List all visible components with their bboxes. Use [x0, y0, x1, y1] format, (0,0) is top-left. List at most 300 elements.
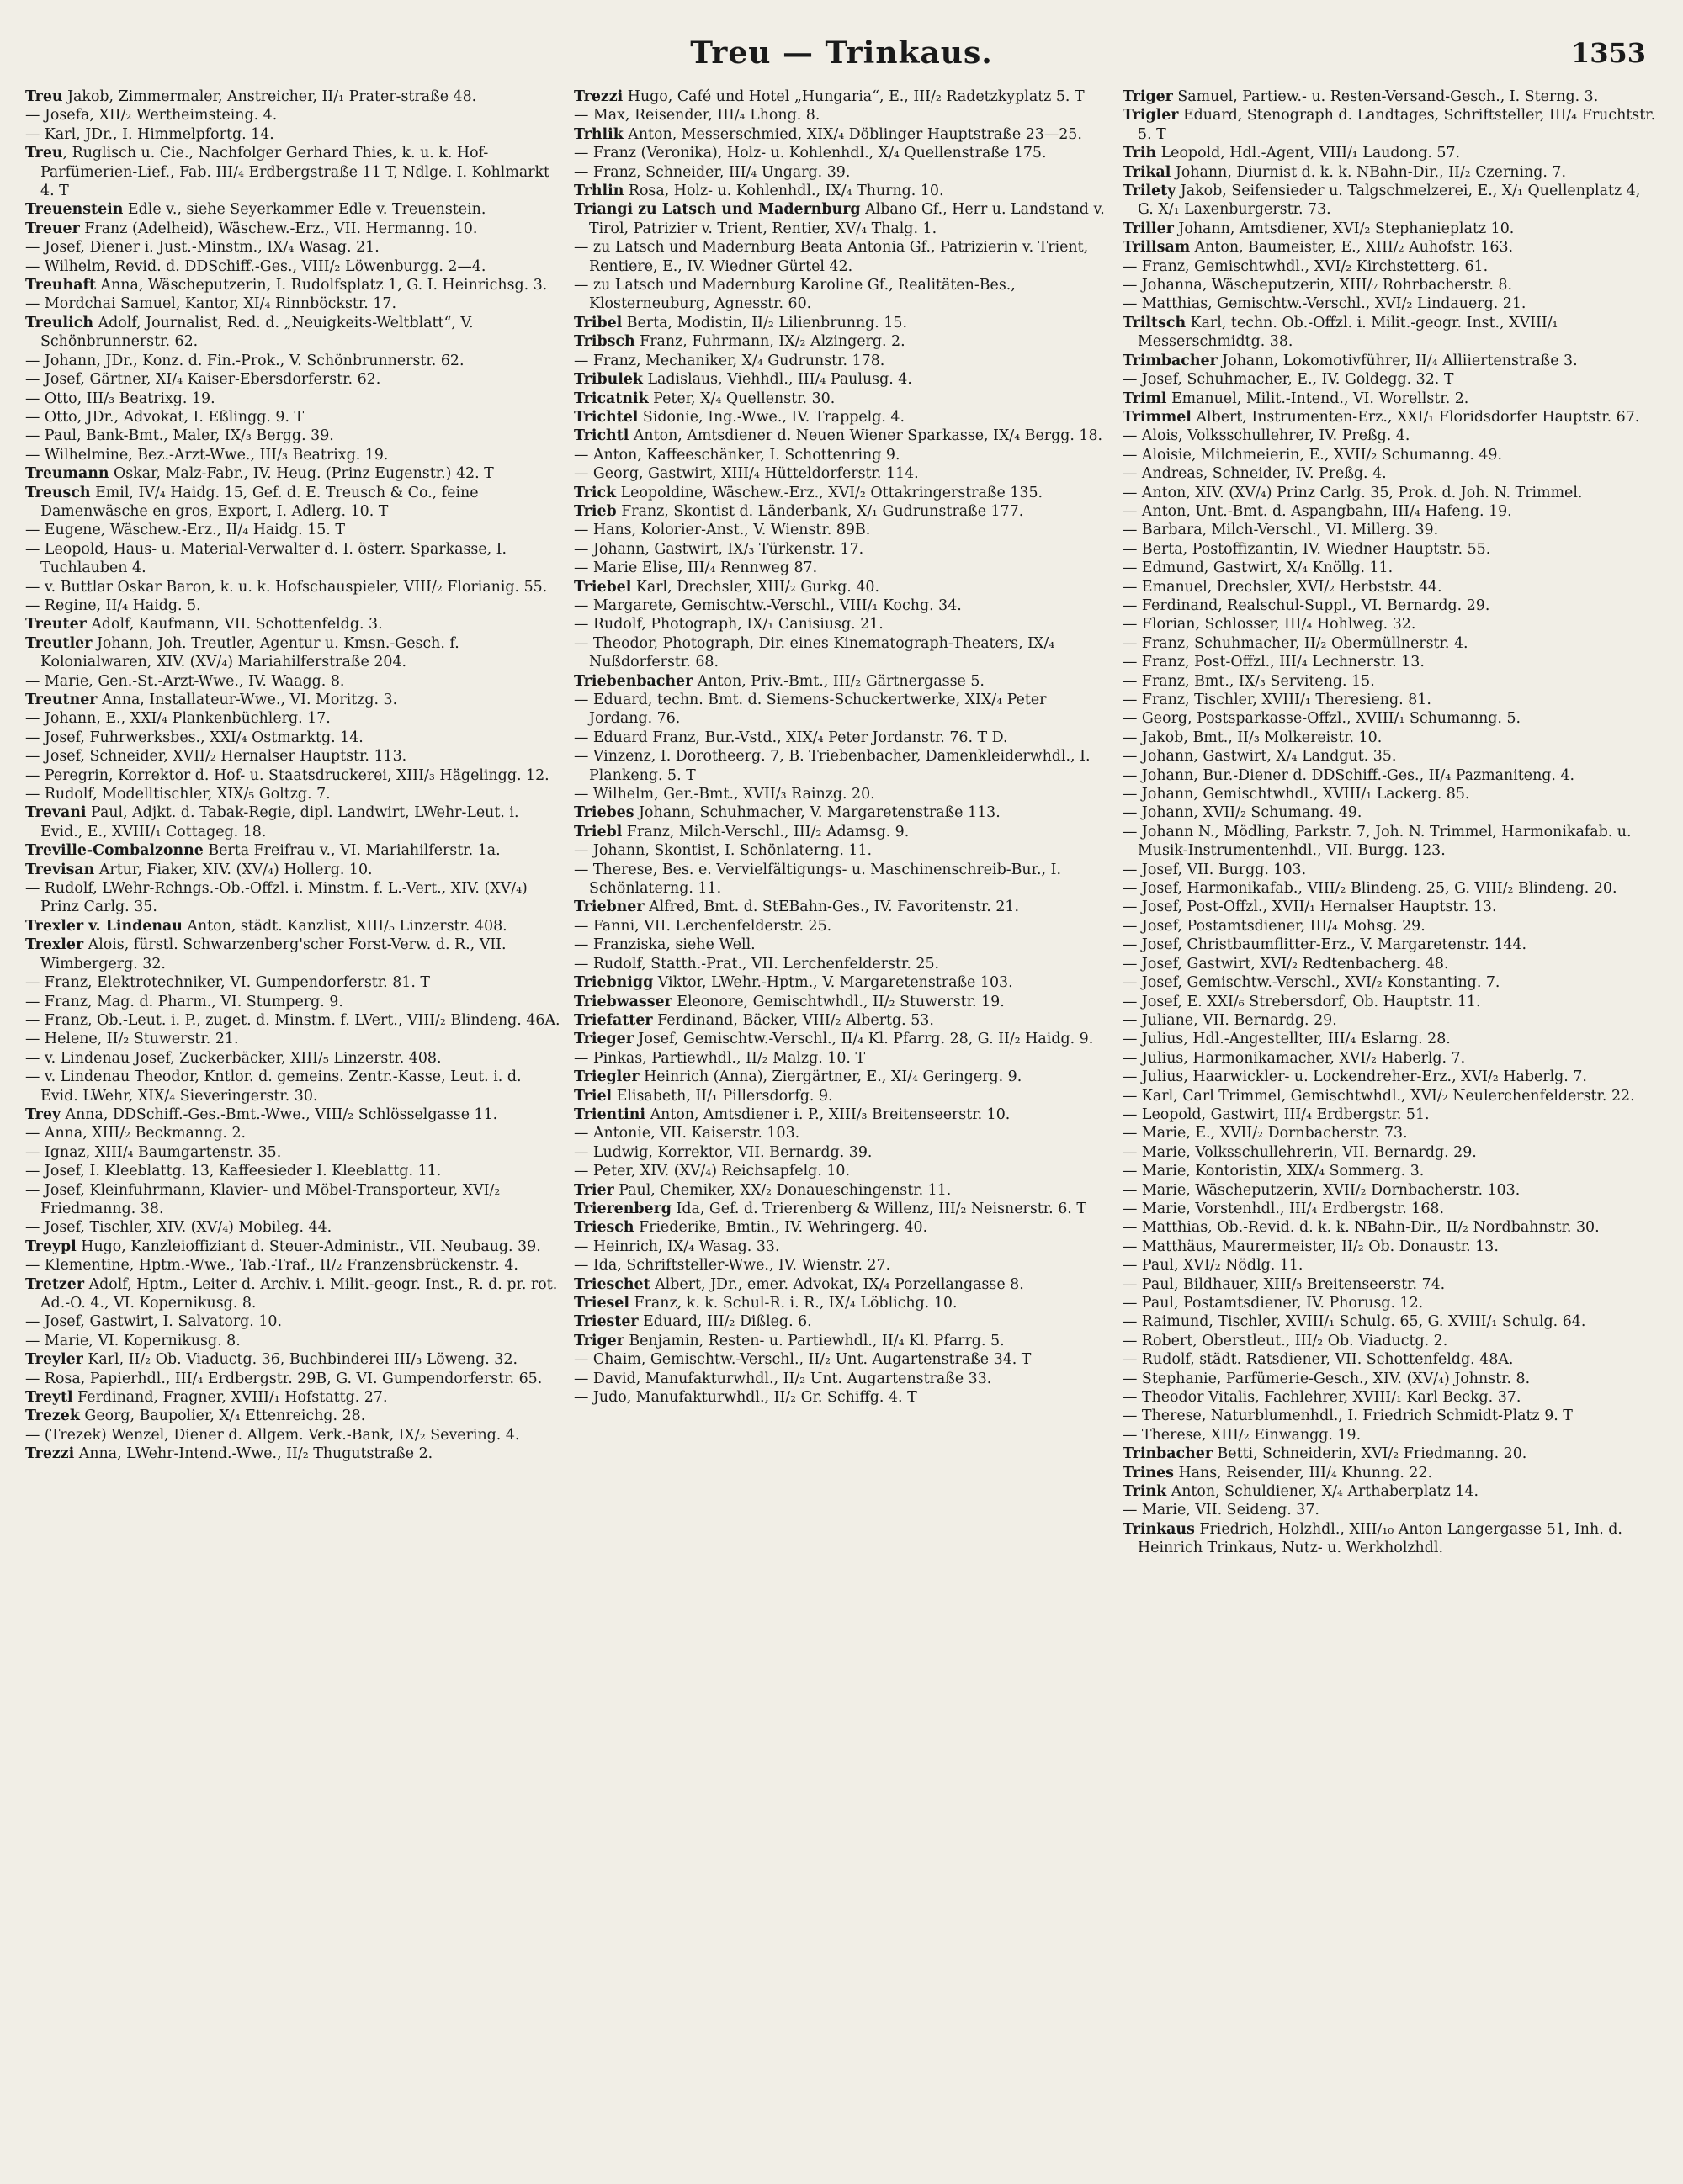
- entry-name: Treuer: [25, 220, 80, 237]
- entry-details: , Tischler, XVIII/₁ Theresieng. 81.: [1185, 692, 1431, 708]
- entry-name: — Josef: [25, 1313, 81, 1331]
- entry-name: Trih: [1123, 145, 1157, 162]
- entry-details: Johann, Joh. Treutler, Agentur u. Kmsn.-Gesch. f. Kolonialwaren, XIV. (XV/₄) Mariahilferstraße 204.: [40, 634, 459, 671]
- entry-details: Josef, Gemischtw.-Verschl., II/₄ Kl. Pfarrg. 28, G. II/₂ Haidg. 9.: [633, 1031, 1094, 1048]
- directory-entry: [25, 1332, 560, 1350]
- entry-details: , Maurermeister, II/₂ Ob. Donaustr. 13.: [1212, 1238, 1499, 1255]
- entry-name: — Julius: [1123, 1049, 1184, 1067]
- entry-details: Ladislaus, Viehhdl., III/₄ Paulusg. 4.: [642, 371, 912, 389]
- entry-name: — Klementine: [25, 1257, 130, 1275]
- directory-entry: [25, 917, 560, 936]
- directory-entry: [1123, 993, 1658, 1011]
- entry-name: — Josef: [1123, 917, 1178, 935]
- directory-entry: [1123, 1068, 1658, 1086]
- entry-name: — Pinkas: [574, 1049, 643, 1067]
- entry-details: , E., XVII/₂ Dornbacherstr. 73.: [1186, 1125, 1408, 1142]
- directory-entry: [25, 1030, 560, 1048]
- entry-name: Triller: [1123, 220, 1174, 237]
- entry-details: , städt. Ratsdiener, VII. Schottenfeldg. 48A.: [1190, 1351, 1514, 1369]
- directory-entry: [1123, 672, 1658, 691]
- entry-details: , Wäscheputzerin, XVII/₂ Dornbacherstr. 103.: [1186, 1181, 1521, 1199]
- directory-entry: [1123, 1350, 1658, 1369]
- entry-name: — Paul: [1123, 1275, 1174, 1293]
- entry-details: , Korrektor d. Hof- u. Staatsdruckerei, XIII/₃ Hägelingg. 12.: [108, 766, 549, 784]
- entry-name: — Eduard: [574, 692, 648, 708]
- entry-name: — Ferdinand: [1123, 596, 1218, 614]
- entry-name: — Barbara: [1123, 522, 1203, 539]
- entry-name: — Vinzenz: [574, 748, 651, 766]
- entry-details: Anton, Baumeister, E., XIII/₂ Auhofstr. 163.: [1190, 239, 1514, 257]
- directory-entry: [25, 747, 560, 766]
- entry-name: — Paul: [1123, 1295, 1174, 1312]
- entry-name: — Franz: [1123, 257, 1186, 275]
- directory-entry: [574, 1068, 1109, 1086]
- entry-name: — Johann: [25, 352, 97, 369]
- column-middle: [574, 87, 1109, 2165]
- entry-name: Triel: [574, 1087, 613, 1105]
- directory-entry: [1123, 747, 1658, 766]
- entry-name: Trezek: [25, 1407, 80, 1425]
- entry-name: Trimmel: [1123, 408, 1192, 426]
- directory-entry: [574, 1181, 1109, 1200]
- entry-details: , Postsparkasse-Offzl., XVIII/₁ Schumanng. 5.: [1187, 710, 1521, 728]
- directory-entry: [25, 1256, 560, 1275]
- directory-entry: [574, 238, 1109, 276]
- entry-details: Jakob, Seifensieder u. Talgschmelzerei, E., X/₁ Quellenplatz 4, G. X/₁ Laxenburgerstr. 73.: [1138, 183, 1641, 219]
- entry-name: Triltsch: [1123, 314, 1187, 331]
- entry-details: , Ob.-Leut. i. P., zuget. d. Minstm. f. LVert., VIII/₂ Blindeng. 46A.: [88, 1011, 560, 1029]
- entry-name: — Matthäus: [1123, 1238, 1213, 1255]
- directory-entry: [1123, 898, 1658, 916]
- entry-details: Anton, Messerschmied, XIX/₄ Döblinger Hauptstraße 23—25.: [623, 125, 1082, 143]
- directory-entry: [1123, 936, 1658, 954]
- entry-details: Anna, Installateur-Wwe., VI. Moritzg. 3.: [97, 692, 398, 708]
- entry-details: Franz (Adelheid), Wäschew.-Erz., VII. Hermanng. 10.: [79, 220, 478, 237]
- entry-details: , siehe Well.: [666, 936, 756, 954]
- directory-entry: [1123, 615, 1658, 633]
- directory-entry: [25, 615, 560, 633]
- entry-details: , VII. Seideng. 37.: [1186, 1502, 1319, 1519]
- entry-details: Albert, Instrumenten-Erz., XXI/₁ Floridsdorfer Hauptstr. 67.: [1191, 408, 1640, 426]
- directory-entry: [1123, 559, 1658, 577]
- entry-name: Trhlin: [574, 183, 624, 200]
- directory-entry: [1123, 390, 1658, 408]
- directory-entry: [25, 1181, 560, 1219]
- directory-entry: [25, 294, 560, 313]
- directory-entry: [574, 427, 1109, 445]
- entry-name: — Eduard Franz: [574, 729, 696, 746]
- entry-name: — Johann: [1123, 766, 1194, 784]
- entry-details: , Wäschew.-Erz., II/₄ Haidg. 15. T: [100, 522, 345, 539]
- entry-details: , Gemischtwhdl., XVI/₂ Kirchstetterg. 61.: [1185, 257, 1489, 275]
- entry-name: Tretzer: [25, 1275, 85, 1293]
- entry-details: , Schuhmacher, E., IV. Goldegg. 32. T: [1177, 371, 1454, 389]
- entry-name: Triefatter: [574, 1011, 653, 1029]
- entry-name: — Franz: [1123, 672, 1186, 690]
- entry-details: , Schlosser, III/₄ Hohlweg. 32.: [1195, 616, 1416, 633]
- entry-name: — Josef: [25, 748, 81, 766]
- entry-details: , Realschul-Suppl., VI. Bernardg. 29.: [1218, 596, 1490, 614]
- entry-name: Trinkaus: [1123, 1520, 1195, 1538]
- directory-entry: [1123, 106, 1658, 144]
- entry-details: , Gen.-St.-Arzt-Wwe., IV. Waagg. 8.: [88, 672, 345, 690]
- directory-entry: [574, 578, 1109, 596]
- entry-details: Betti, Schneiderin, XVI/₂ Friedmanng. 20.: [1212, 1445, 1527, 1463]
- directory-entry: [1123, 973, 1658, 992]
- entry-details: , Skontist, I. Schönlaterng. 11.: [645, 842, 873, 860]
- entry-name: Trimbacher: [1123, 352, 1218, 369]
- entry-details: , Gastwirt, IX/₃ Türkenstr. 17.: [645, 540, 864, 558]
- entry-name: — Peter: [574, 1163, 631, 1180]
- directory-entry: [574, 729, 1109, 747]
- entry-name: Trierenberg: [574, 1200, 672, 1217]
- entry-name: Treusch: [25, 484, 91, 501]
- entry-details: , Gemischtw.-Verschl., XVI/₂ Konstanting. 7.: [1177, 974, 1500, 992]
- entry-name: — Josef: [25, 371, 81, 389]
- entry-name: — Josef: [1123, 861, 1178, 878]
- entry-details: , Gastwirt, X/₄ Knöllg. 11.: [1203, 559, 1394, 577]
- directory-entry: [1123, 634, 1658, 653]
- entry-name: — Johann: [1123, 786, 1194, 803]
- entry-details: , I. Kleeblattg. 13, Kaffeesieder I. Kleeblattg. 11.: [80, 1163, 442, 1180]
- directory-entry: [25, 464, 560, 483]
- entry-name: — Wilhelmine: [25, 446, 129, 464]
- entry-details: , Post-Offzl., XVII/₁ Hernalser Hauptstr. 13.: [1177, 899, 1497, 916]
- directory-entry: [1123, 1407, 1658, 1425]
- running-head: [0, 35, 1683, 77]
- entry-name: Triegler: [574, 1068, 640, 1086]
- entry-name: — Emanuel: [1123, 578, 1208, 596]
- entry-details: , Christbaumflitter-Erz., V. Margaretenstr. 144.: [1177, 936, 1527, 954]
- entry-details: , Bes. e. Vervielfältigungs- u. Maschinenschreib-Bur., I. Schönlaterng. 11.: [589, 861, 1061, 898]
- entry-name: Tribsch: [574, 333, 635, 351]
- entry-name: — Jakob: [1123, 729, 1184, 746]
- entry-name: — Ida: [574, 1257, 618, 1275]
- entry-details: , Carl Trimmel, Gemischtwhdl., XVI/₂ Neulerchenfelderstr. 22.: [1173, 1087, 1635, 1105]
- entry-name: — Leopold: [1123, 1105, 1202, 1123]
- directory-entry: [25, 578, 560, 596]
- entry-details: Johann, Diurnist d. k. k. NBahn-Dir., II/₂ Czerning. 7.: [1171, 163, 1567, 181]
- entry-details: , XIII/₂ Einwangg. 19.: [1201, 1426, 1362, 1444]
- entry-name: — Josef: [25, 1163, 81, 1180]
- entry-name: — Rudolf: [25, 880, 93, 898]
- entry-name: — Theodor: [574, 634, 654, 652]
- entry-name: — Johann: [1123, 804, 1194, 822]
- entry-details: , Postoffizantin, IV. Wiedner Hauptstr. 55.: [1182, 540, 1491, 558]
- directory-entry: [1123, 1181, 1658, 1200]
- directory-entry: [25, 427, 560, 445]
- entry-name: Treville-Combalzonne: [25, 842, 204, 860]
- entry-details: , JDr., Konz. d. Fin.-Prok., V. Schönbrunnerstr. 62.: [96, 352, 465, 369]
- entry-details: Eduard, III/₂ Dißleg. 6.: [638, 1313, 812, 1331]
- entry-details: , Gemischtw.-Verschl., II/₂ Unt. Augartenstraße 34. T: [640, 1351, 1032, 1369]
- entry-name: — Josef: [1123, 899, 1178, 916]
- entry-name: — Antonie: [574, 1125, 651, 1142]
- entry-name: — Marie: [1123, 1125, 1187, 1142]
- entry-name: — Josef: [25, 729, 81, 746]
- entry-details: Hugo, Café und Hotel „Hungaria“, E., III/₂ Radetzkyplatz 5. T: [623, 88, 1085, 105]
- entry-name: Treuhaft: [25, 277, 96, 294]
- directory-entry: [1123, 1464, 1658, 1482]
- directory-entry: [1123, 596, 1658, 615]
- entry-details: Emanuel, Milit.-Intend., VI. Worellstr. 2.: [1166, 390, 1469, 407]
- directory-entry: [574, 917, 1109, 936]
- entry-details: , Papierhdl., III/₄ Erdbergstr. 29B, G. VI. Gumpendorferstr. 65.: [80, 1370, 543, 1387]
- entry-details: , Gemischtw.-Verschl., VIII/₁ Kochg. 34.: [672, 596, 962, 614]
- directory-entry: [1123, 294, 1658, 313]
- entry-details: , JDr., Advokat, I. Eßlingg. 9. T: [77, 408, 305, 426]
- directory-entry: [1123, 1332, 1658, 1350]
- entry-name: Trier: [574, 1181, 614, 1199]
- directory-entry: [574, 596, 1109, 615]
- entry-name: — Otto: [25, 408, 77, 426]
- directory-entry: [25, 1350, 560, 1369]
- entry-name: — Georg: [1123, 710, 1188, 728]
- entry-name: — Peregrin: [25, 766, 109, 784]
- entry-name: Trick: [574, 484, 617, 501]
- entry-details: , Bez.-Arzt-Wwe., III/₃ Beatrixg. 19.: [128, 446, 389, 464]
- directory-entry: [25, 1407, 560, 1425]
- entry-name: — Leopold: [25, 540, 104, 558]
- entry-details: Rosa, Holz- u. Kohlenhdl., IX/₄ Thurng. 10.: [624, 183, 944, 200]
- entry-name: — Johann: [574, 540, 645, 558]
- directory-entry: [1123, 1275, 1658, 1294]
- directory-entry: [25, 1388, 560, 1407]
- entry-name: Treytl: [25, 1389, 73, 1407]
- entry-name: — Johann: [25, 710, 97, 728]
- directory-entry: [574, 1350, 1109, 1369]
- entry-details: Ferdinand, Fragner, XVIII/₁ Hofstattg. 27.: [72, 1389, 388, 1407]
- directory-entry: [1123, 1030, 1658, 1048]
- entry-details: , XIV. (XV/₄) Prinz Carlg. 35, Prok. d. Joh. N. Trimmel.: [1186, 484, 1583, 501]
- directory-entry: [574, 1200, 1109, 1218]
- directory-entry: [1123, 729, 1658, 747]
- entry-name: — Franz: [574, 163, 637, 181]
- directory-entry: [1123, 1124, 1658, 1142]
- entry-name: — Fanni: [574, 917, 635, 935]
- directory-entry: [1123, 1105, 1658, 1124]
- entry-name: — Franz: [25, 974, 88, 992]
- directory-entry: [25, 276, 560, 294]
- directory-entry: [574, 408, 1109, 427]
- directory-entry: [574, 1294, 1109, 1312]
- directory-entry: [25, 973, 560, 992]
- entry-name: — Aloisie: [1123, 446, 1192, 464]
- entry-details: Franz, Fuhrmann, IX/₂ Alzingerg. 2.: [634, 333, 905, 351]
- entry-details: , Postamtsdiener, IV. Phorusg. 12.: [1173, 1295, 1424, 1312]
- directory-entry: [574, 144, 1109, 162]
- entry-details: Adolf, Kaufmann, VII. Schottenfeldg. 3.: [86, 616, 383, 633]
- entry-name: — Anna: [25, 1125, 83, 1142]
- entry-name: Treumann: [25, 465, 109, 483]
- entry-name: — Marie: [1123, 1143, 1187, 1161]
- entry-details: , Naturblumenhdl., I. Friedrich Schmidt-Platz 9. T: [1201, 1407, 1573, 1425]
- directory-entry: [25, 803, 560, 841]
- directory-entry: [25, 634, 560, 672]
- entry-name: — Josef: [1123, 936, 1178, 954]
- entry-name: — Margarete: [574, 596, 672, 614]
- directory-entry: [1123, 1087, 1658, 1105]
- directory-entry: [574, 464, 1109, 483]
- directory-entry: [574, 973, 1109, 992]
- entry-details: , XVI/₂ Nödlg. 11.: [1173, 1257, 1303, 1275]
- entry-name: — Therese: [1123, 1407, 1202, 1425]
- entry-details: Franz, k. k. Schul-R. i. R., IX/₄ Löblichg. 10.: [629, 1295, 958, 1312]
- directory-entry: [574, 182, 1109, 200]
- entry-name: — Robert: [1123, 1332, 1193, 1349]
- entry-details: Benjamin, Resten- u. Partiewhdl., II/₄ Kl. Pfarrg. 5.: [624, 1332, 1005, 1349]
- directory-entry: [574, 634, 1109, 672]
- entry-name: — Marie: [1123, 1502, 1187, 1519]
- entry-details: Anton, städt. Kanzlist, XIII/₅ Linzerstr. 408.: [182, 917, 507, 935]
- directory-entry: [1123, 785, 1658, 803]
- directory-entry: [1123, 1388, 1658, 1407]
- directory-entry: [25, 408, 560, 427]
- entry-name: — Karl: [25, 125, 77, 143]
- entry-details: , Reisender, III/₄ Lhong. 8.: [624, 107, 820, 125]
- entry-details: Friedrich, Holzhdl., XIII/₁₀ Anton Langergasse 51, Inh. d. Heinrich Trinkaus, Nutz- u. Werkholzhdl.: [1138, 1520, 1622, 1557]
- entry-details: Jakob, Zimmermaler, Anstreicher, II/₁ Prater-straße 48.: [62, 88, 477, 105]
- entry-name: Triebel: [574, 578, 632, 596]
- directory-entry: [1123, 484, 1658, 502]
- directory-entry: [25, 484, 560, 522]
- entry-details: , Bmt., II/₃ Molkereistr. 10.: [1183, 729, 1383, 746]
- entry-name: Treutler: [25, 634, 93, 652]
- directory-entry: [25, 370, 560, 389]
- directory-entry: [1123, 182, 1658, 220]
- entry-name: — Helene: [25, 1031, 98, 1048]
- directory-entry: [574, 785, 1109, 803]
- entry-details: Karl, techn. Ob.-Offzl. i. Milit.-geogr. Inst., XVIII/₁ Messerschmidtg. 38.: [1138, 314, 1558, 351]
- directory-entry: [1123, 1370, 1658, 1388]
- entry-name: — Otto: [25, 390, 77, 407]
- entry-name: — Hans: [574, 522, 632, 539]
- entry-name: — Berta: [1123, 540, 1183, 558]
- entry-details: , Gastwirt, XVI/₂ Redtenbacherg. 48.: [1177, 955, 1449, 973]
- directory-entry: [574, 1011, 1109, 1030]
- page-title: Treu — Trinkaus.: [690, 35, 993, 71]
- entry-details: Viktor, LWehr.-Hptm., V. Margaretenstraße 103.: [653, 974, 1013, 992]
- entry-details: , Bildhauer, XIII/₃ Breitenseerstr. 74.: [1173, 1275, 1446, 1293]
- directory-entry: [25, 1445, 560, 1463]
- directory-entry: [25, 1238, 560, 1256]
- directory-entry: [25, 1049, 560, 1068]
- entry-name: Triml: [1123, 390, 1167, 407]
- entry-details: Wenzel, Diener d. Allgem. Verk.-Bank, IX/₂ Severing. 4.: [106, 1426, 520, 1444]
- entry-name: — Mordchai Samuel: [25, 295, 176, 313]
- entry-name: — Rudolf: [1123, 1351, 1191, 1369]
- entry-name: Trexler v. Lindenau: [25, 917, 183, 935]
- directory-entry: [1123, 540, 1658, 559]
- directory-entry: [574, 861, 1109, 899]
- entry-details: , Fuhrwerksbes., XXI/₄ Ostmarktg. 14.: [80, 729, 364, 746]
- directory-entry: [25, 841, 560, 860]
- entry-details: Ferdinand, Bäcker, VIII/₂ Albertg. 53.: [652, 1011, 934, 1029]
- entry-details: , II/₄ Haidg. 5.: [96, 596, 201, 614]
- directory-entry: [1123, 427, 1658, 445]
- directory-entry: [574, 1332, 1109, 1350]
- entry-details: Artur, Fiaker, XIV. (XV/₄) Hollerg. 10.: [94, 861, 373, 878]
- directory-entry: [574, 106, 1109, 125]
- entry-name: — Marie: [1123, 1181, 1187, 1199]
- entry-name: Trey: [25, 1105, 61, 1123]
- entry-name: — v. Lindenau: [25, 1049, 130, 1067]
- directory-entry: [574, 955, 1109, 973]
- entry-details: , Fachlehrer, XVIII/₁ Karl Beckg. 37.: [1255, 1389, 1521, 1407]
- directory-entry: [1123, 1256, 1658, 1275]
- directory-entry: [25, 125, 560, 144]
- directory-entry: [1123, 803, 1658, 822]
- directory-entry: [1123, 879, 1658, 898]
- entry-details: , Holz- u. Kohlenhdl., X/₄ Quellenstraße 175.: [717, 145, 1047, 162]
- entry-name: Treuenstein: [25, 201, 124, 219]
- entry-name: — Ludwig: [574, 1143, 649, 1161]
- directory-entry: [25, 729, 560, 747]
- entry-details: Paul, Adjkt. d. Tabak-Regie, dipl. Landwirt, LWehr-Leut. i. Evid., E., XVIII/₁ Cottageg. 18.: [40, 804, 519, 840]
- entry-details: , Bank-Bmt., Maler, IX/₃ Bergg. 39.: [76, 427, 334, 445]
- entry-name: — Josefa: [25, 107, 90, 125]
- entry-details: , Oberstleut., III/₂ Ob. Viaductg. 2.: [1192, 1332, 1448, 1349]
- directory-entry: [25, 1275, 560, 1313]
- entry-details: Johann, Amtsdiener, XVI/₂ Stephanieplatz 10.: [1173, 220, 1515, 237]
- entry-name: — Matthias: [1123, 1219, 1208, 1237]
- entry-details: Elisabeth, II/₁ Pillersdorfg. 9.: [612, 1087, 833, 1105]
- directory-entry: [25, 993, 560, 1011]
- entry-details: , Elektrotechniker, VI. Gumpendorferstr. 81. T: [88, 974, 431, 992]
- directory-entry: [574, 540, 1109, 559]
- directory-entry: [574, 125, 1109, 144]
- entry-details: , Hptm.-Wwe., Tab.-Traf., II/₂ Franzensbrückenstr. 4.: [129, 1257, 518, 1275]
- entry-name: Trieger: [574, 1031, 634, 1048]
- directory-entry: [25, 1162, 560, 1180]
- entry-details: Johann, Lokomotivführer, II/₄ Alliiertenstraße 3.: [1217, 352, 1578, 369]
- entry-name: — Wilhelm: [25, 257, 106, 275]
- entry-name: — Josef: [25, 1219, 81, 1237]
- directory-entry: [574, 163, 1109, 182]
- entry-details: , VII. Bernardg. 29.: [1193, 1011, 1337, 1029]
- entry-name: Triebenbacher: [574, 672, 693, 690]
- entry-name: Trink: [1123, 1483, 1167, 1501]
- directory-entry: [25, 521, 560, 539]
- entry-details: , Gemischtw.-Verschl., XVI/₂ Lindauerg. 21.: [1208, 295, 1526, 313]
- entry-name: Triesch: [574, 1219, 634, 1237]
- entry-details: , Diener i. Just.-Minstm., IX/₄ Wasag. 21.: [80, 239, 380, 257]
- entry-details: , Bur.-Vstd., XIX/₄ Peter Jordanstr. 76. T D.: [695, 729, 1008, 746]
- directory-entry: [25, 220, 560, 238]
- entry-details: Eleonore, Gemischtwhdl., II/₂ Stuwerstr. 19.: [672, 993, 1005, 1010]
- entry-details: Leopoldine, Wäschew.-Erz., XVI/₂ Ottakringerstraße 135.: [616, 484, 1043, 501]
- entry-details: , VII. Lerchenfelderstr. 25.: [634, 917, 832, 935]
- entry-details: Edle v., siehe Seyerkammer Edle v. Treuenstein.: [123, 201, 486, 219]
- entry-name: — Theodor Vitalis: [1123, 1389, 1256, 1407]
- entry-name: — Anton: [1123, 484, 1187, 501]
- entry-name: — Franz: [1123, 692, 1186, 708]
- entry-name: — Matthias: [1123, 295, 1208, 313]
- entry-name: Trieb: [574, 502, 617, 520]
- entry-name: Trezzi: [25, 1445, 75, 1463]
- directory-entry: [1123, 861, 1658, 879]
- entry-name: — Eugene: [25, 522, 101, 539]
- entry-name: — Johann: [574, 842, 645, 860]
- entry-name: — Franz: [1123, 654, 1186, 671]
- directory-entry: [1123, 352, 1658, 370]
- directory-entry: [1123, 521, 1658, 539]
- entry-name: — Georg: [574, 465, 640, 483]
- column-left: [25, 87, 560, 2165]
- entry-details: , Haarwickler- u. Lockendreher-Erz., XVI/₂ Haberlg. 7.: [1183, 1068, 1587, 1086]
- entry-details: , Ob.-Revid. d. k. k. NBahn-Dir., II/₂ Nordbahnstr. 30.: [1208, 1219, 1600, 1237]
- entry-details: , Photograph, IX/₁ Canisiusg. 21.: [641, 616, 884, 633]
